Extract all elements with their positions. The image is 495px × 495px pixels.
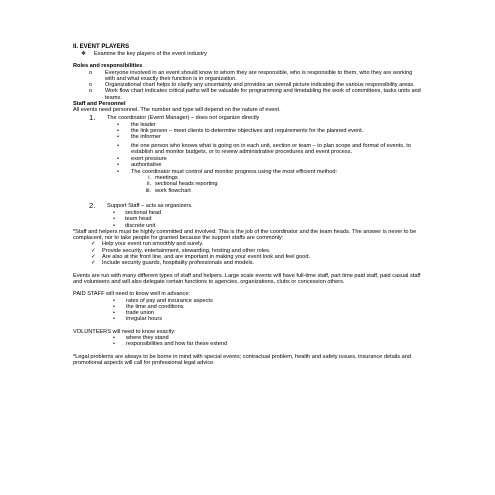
paid-item [113, 316, 423, 322]
coordinator-text: The coordinator (Event Manager) – does not organize directly [107, 114, 260, 121]
coordinator-subitem-text: The coordinator must control and monitor progress using the most efficient method: [131, 168, 338, 175]
roles-item [89, 88, 423, 101]
check-item-text: Provide security, entertainment, stewarding, hosting and other roles. [102, 247, 271, 254]
dot-bullet-icon: • [113, 316, 115, 323]
events-paragraph: Events are run with many different types of staff and helpers. Large scale events will have full-time staff, part time paid staff, paid casual staff and volunteers and will also delegate certain functions to agencies, organizations, clubs or concession others. [73, 272, 421, 285]
section-title: II. EVENT PLAYERS [73, 44, 130, 50]
dot-bullet-icon: • [113, 216, 115, 223]
paid-item-text: rates of pay and insurance aspects [126, 297, 213, 304]
document-page [73, 44, 423, 366]
coordinator-subitem-text: the one person who knows what is going on in each unit, section or team – to plan scope and format of events, to establish and monitor budgets, or to review administrative procedures and event process. [131, 142, 411, 155]
staff-intro: All events need personnel. The number and type will depend on the nature of event. [73, 107, 281, 114]
circle-bullet-icon: o [89, 88, 93, 95]
intro-bullet-text: Examine the key players of the event industry [94, 51, 207, 57]
check-item-text: Help your event run smoothly and surely. [102, 241, 204, 248]
circle-bullet-icon: o [89, 69, 93, 76]
support-number: 2. [89, 200, 96, 210]
dot-bullet-icon: • [113, 310, 115, 317]
roles-heading: Roles and responsibilities [73, 63, 143, 70]
coordinator-subitem [117, 143, 423, 156]
coordinator-subitem-text: the link person – meet clients to determine objectives and requirements for the planned event. [131, 127, 364, 134]
roles-item-text: Everyone involved in an event should know to whom they are responsible, who is responsible to them, who they are working with and what exactly their function is in organization. [105, 69, 413, 82]
volunteer-item [113, 341, 423, 347]
check-icon: ✓ [91, 247, 96, 254]
check-item [91, 260, 423, 266]
paid-item-text: the time and conditions [126, 303, 184, 310]
method-numeral: ii. [146, 181, 151, 188]
method-text: meetings [155, 175, 178, 182]
method-numeral: i. [148, 175, 151, 182]
roles-item [89, 70, 423, 83]
dot-bullet-icon: • [113, 341, 115, 348]
coordinator-subitem-text: exert pressure [131, 156, 167, 163]
roles-item-text: Organizational chart helps to clarify any uncertainty and provides an overall picture indicating the various responsibility areas. [105, 82, 415, 89]
coordinator-subitem-text: the leader [131, 121, 156, 128]
dot-bullet-icon: • [117, 127, 119, 134]
diamond-bullet-icon: ❖ [81, 51, 87, 57]
support-text: Support Staff – acts as organizers. [107, 202, 193, 209]
support-subitem-text: team head [125, 216, 152, 223]
coordinator-subitem-text: authoritative [131, 162, 162, 169]
dot-bullet-icon: • [117, 134, 119, 141]
volunteer-item-text: where they stand [126, 334, 169, 341]
method-item [139, 188, 423, 194]
roles-item-text: Work flow chart indicates critical paths will be valuable for programming and timetabling the work of committees, tasks units and teams. [105, 88, 421, 101]
check-item-text: Include security guards, hospitality professionals and models. [102, 260, 255, 267]
volunteer-item-text: responsibilities and how far these extend [126, 341, 228, 348]
legal-note: *Legal problems are always to be borne in mind with special events; contractual problem, health and safety issues, insurance details and promotional aspects will call for professional legal advice. [73, 353, 411, 366]
check-icon: ✓ [91, 241, 96, 248]
volunteers-heading: VOLUNTEERS will need to know exactly: [73, 328, 176, 335]
dot-bullet-icon: • [117, 142, 119, 149]
check-icon: ✓ [91, 254, 96, 261]
coordinator-subitem [117, 134, 423, 140]
coordinator-item [89, 114, 423, 122]
support-subitem-text: sectional head [125, 209, 162, 216]
dot-bullet-icon: • [117, 156, 119, 163]
dot-bullet-icon: • [113, 209, 115, 216]
method-numeral: iii. [145, 187, 151, 194]
check-item-text: Are also at the front line, and are important in making your event look and feel good. [102, 254, 311, 261]
dot-bullet-icon: • [117, 162, 119, 169]
dot-bullet-icon: • [113, 297, 115, 304]
method-text: work flowchart [155, 187, 191, 194]
paid-staff-heading: PAID STAFF will need to know well in advance: [73, 291, 190, 298]
check-icon: ✓ [91, 260, 96, 267]
circle-bullet-icon: o [89, 82, 93, 89]
support-item [89, 202, 423, 210]
dot-bullet-icon: • [117, 121, 119, 128]
coordinator-number: 1. [89, 112, 96, 122]
method-text: sectional heads reporting [155, 181, 218, 188]
intro-bullet [81, 51, 423, 57]
staff-note: *Staff and helpers must be highly committed and involved. This is the job of the coordinator and the team heads. The answer is never to be complacent, nor to take people for granted because the support staffs are commonly: [73, 228, 417, 242]
paid-item-text: trade union [126, 310, 154, 317]
support-subitem-text: discrete unit [125, 222, 156, 229]
dot-bullet-icon: • [113, 303, 115, 310]
dot-bullet-icon: • [117, 168, 119, 175]
staff-heading: Staff and Personnel [73, 101, 126, 108]
dot-bullet-icon: • [113, 334, 115, 341]
dot-bullet-icon: • [113, 222, 115, 229]
coordinator-subitem-text: the informer [131, 134, 161, 141]
paid-item-text: irregular hours [126, 316, 163, 323]
